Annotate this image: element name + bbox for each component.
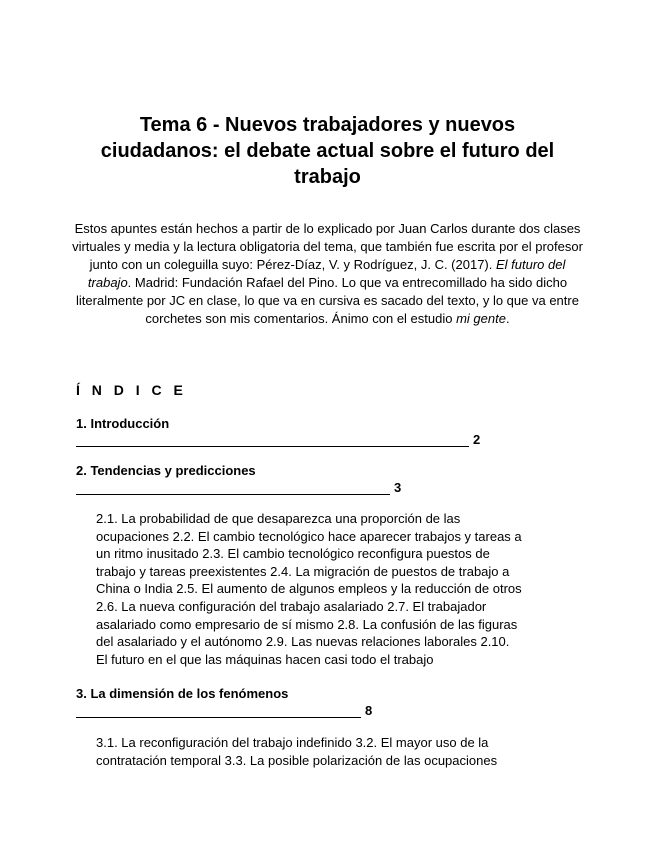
index-heading: Í N D I C E xyxy=(76,382,187,398)
leader-rule xyxy=(76,482,390,495)
index-leader-line xyxy=(76,704,372,718)
intro-book-title: El futuro del trabajo xyxy=(87,257,566,290)
index-section-title[interactable]: 1. Introducción xyxy=(76,416,170,431)
leader-rule xyxy=(76,705,361,718)
intro-text-end: . xyxy=(505,311,510,326)
index-page-number[interactable]: 3 xyxy=(394,480,402,495)
index-leader-line xyxy=(76,481,401,495)
intro-paragraph xyxy=(72,220,583,328)
index-page-number[interactable]: 8 xyxy=(365,703,373,718)
intro-text-part2: . Madrid: Fundación Rafael del Pino. Lo que va entrecomillado ha sido dicho literalmente por JC en clase, lo que va en cursiva es sacado del texto, y lo que va entre corchetes son mis comentarios. Ánimo con el estudio xyxy=(76,275,579,326)
index-subsections: 2.1. La probabilidad de que desaparezca una proporción de las ocupaciones 2.2. El cambio tecnológico hace aparecer trabajos y tareas a un ritmo inusitado 2.3. El cambio tecnológico reconfigura puestos de trabajo y tareas preexistentes 2.4. La migración de puestos de trabajo a China o India 2.5. El aumento de algunos empleos y la reducción de otros 2.6. La nueva configuración del trabajo asalariado 2.7. El trabajador asalariado como empresario de sí mismo 2.8. La confusión de las figuras del asalariado y el autónomo 2.9. Las nuevas relaciones laborales 2.10. El futuro en el que las máquinas hacen casi todo el trabajo xyxy=(96,511,522,667)
index-leader-line xyxy=(76,433,480,447)
intro-closing-italic: mi gente xyxy=(456,311,506,326)
index-section-title[interactable]: 2. Tendencias y predicciones xyxy=(76,463,256,478)
document-title: Tema 6 - Nuevos trabajadores y nuevos ciudadanos: el debate actual sobre el futuro del trabajo xyxy=(100,114,555,188)
index-page-number[interactable]: 2 xyxy=(473,432,481,447)
index-section-title[interactable]: 3. La dimensión de los fenómenos xyxy=(76,686,289,701)
leader-rule xyxy=(76,434,469,447)
intro-text-part1: Estos apuntes están hechos a partir de lo explicado por Juan Carlos durante dos clases virtuales y media y la lectura obligatoria del tema, que también fue escrita por el profesor junto con un coleguilla suyo: Pérez-Díaz, V. y Rodríguez, J. C. (2017). xyxy=(72,221,583,272)
index-subsections: 3.1. La reconfiguración del trabajo indefinido 3.2. El mayor uso de la contratación temporal 3.3. La posible polarización de las ocupaciones xyxy=(96,735,498,768)
